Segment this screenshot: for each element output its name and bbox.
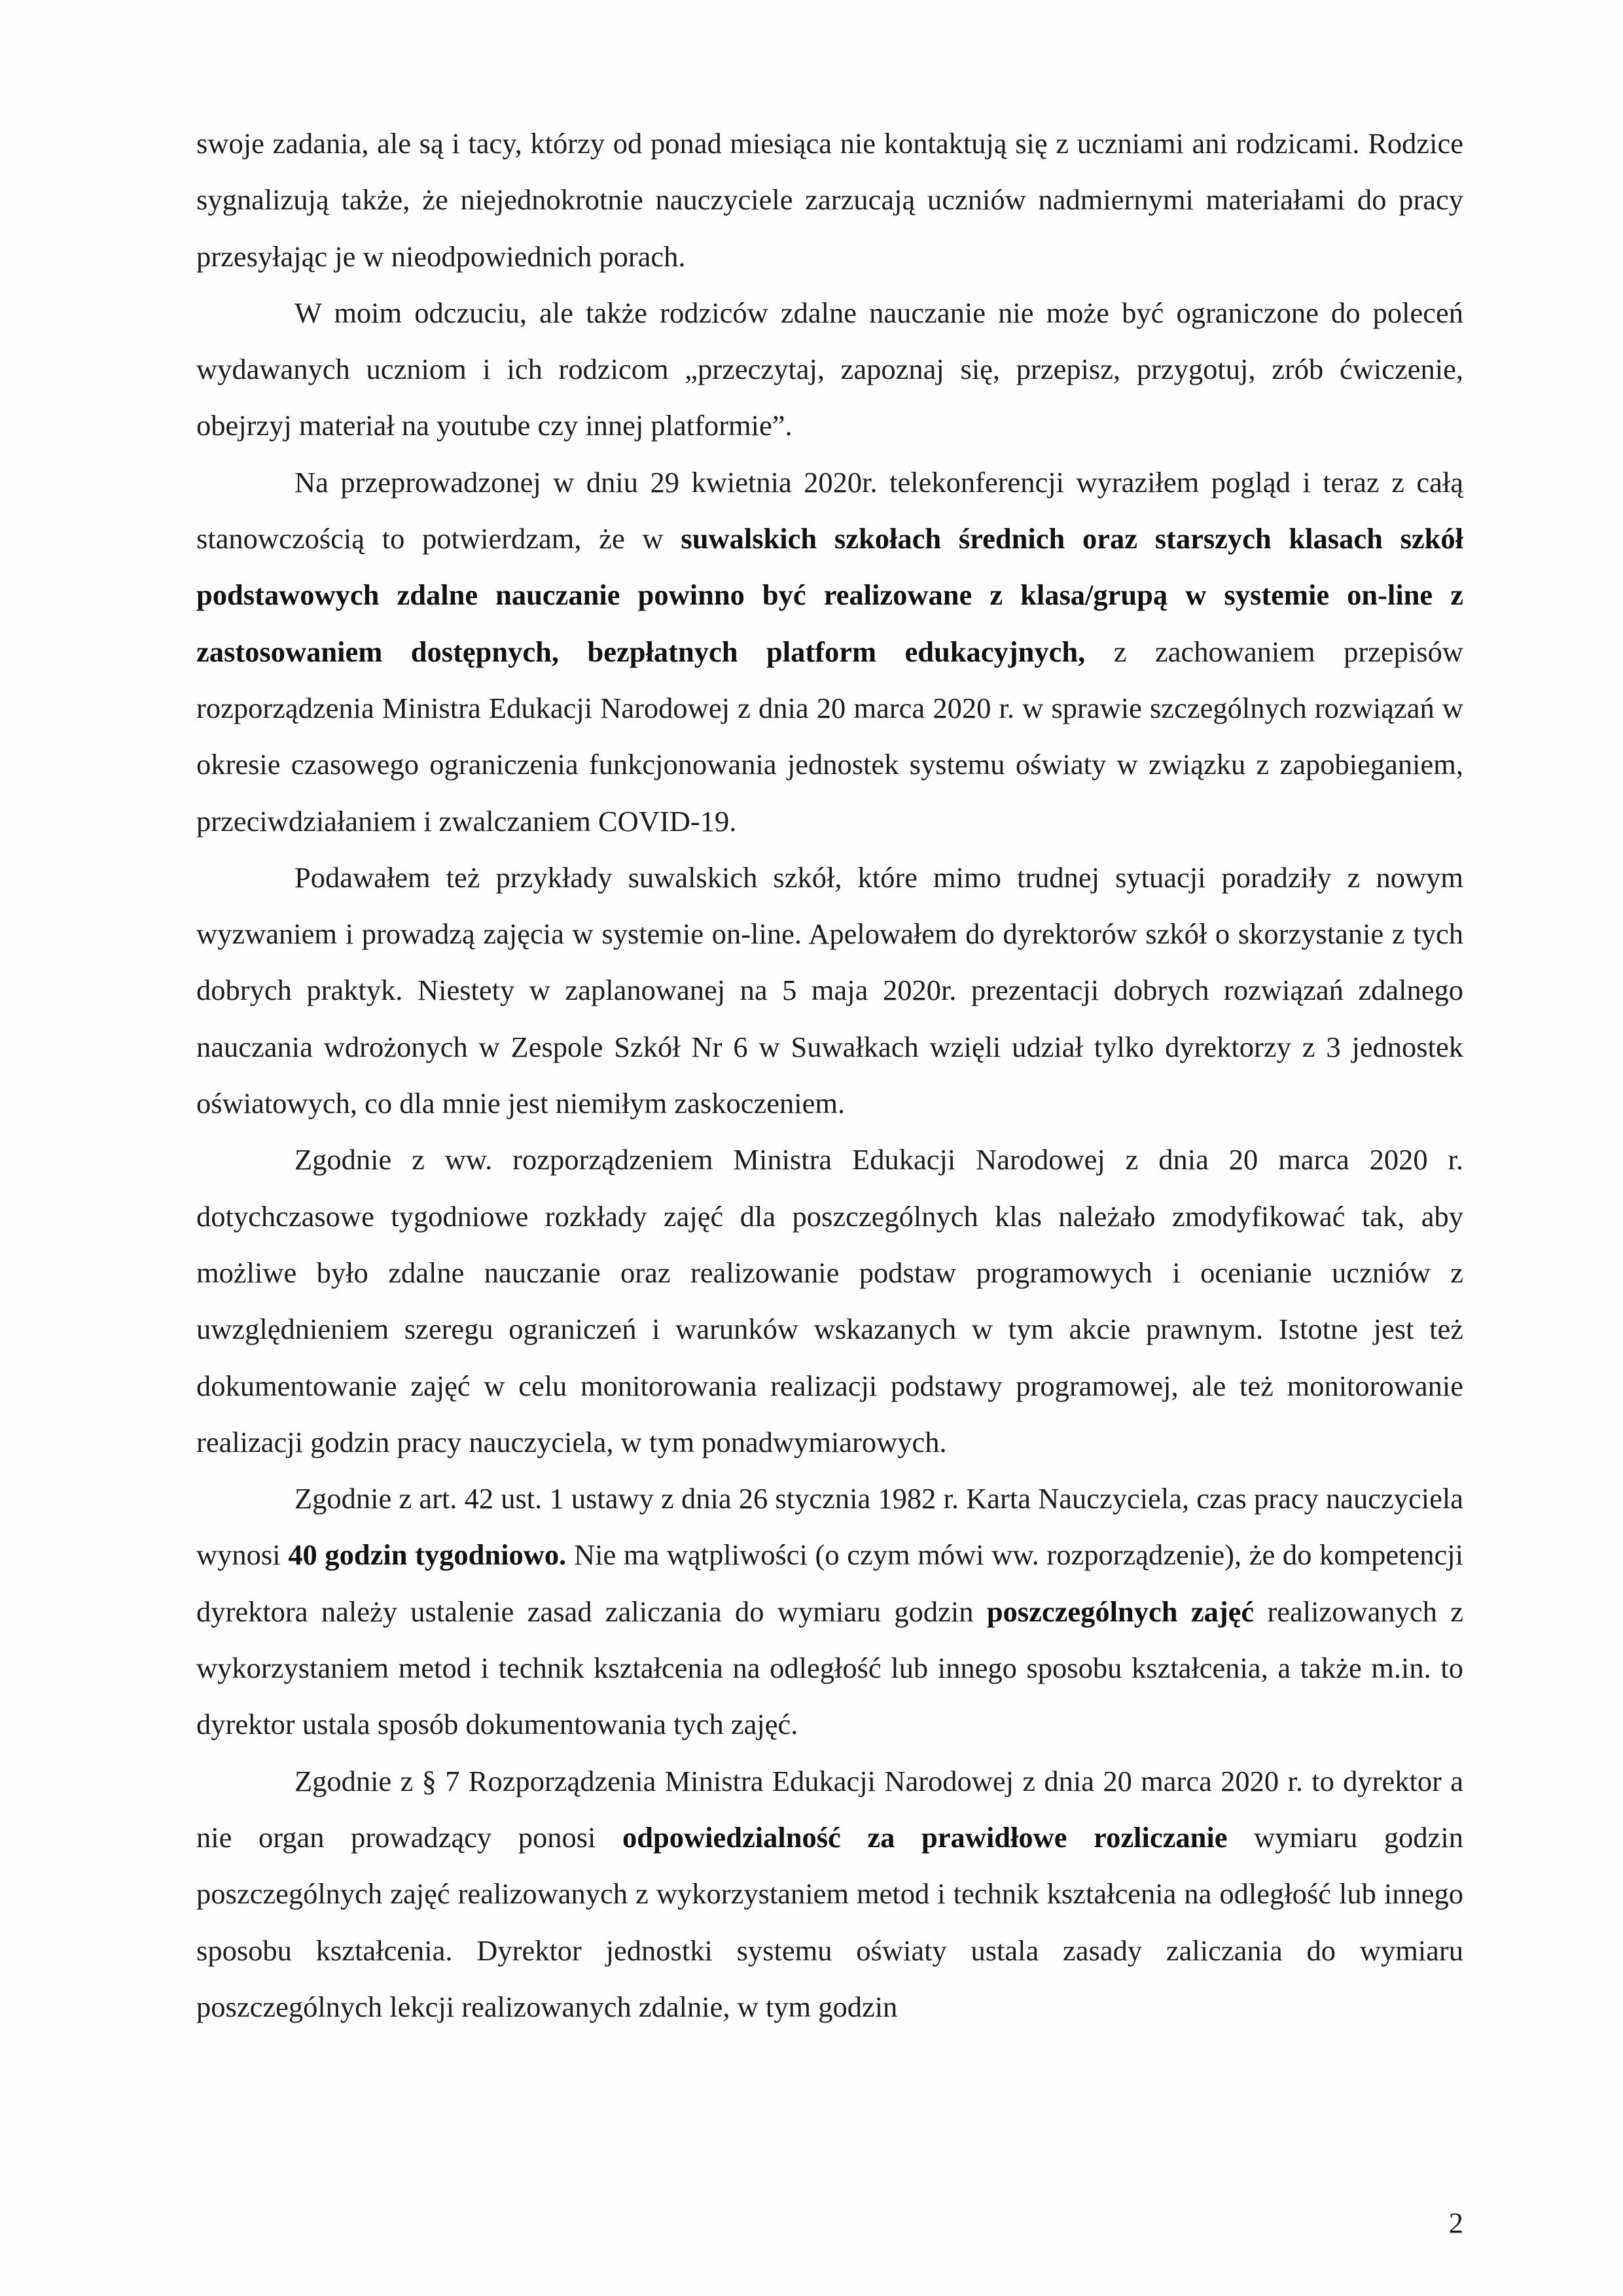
paragraph-3-text-end: z zachowaniem przepisów rozporządzenia Ministra Edukacji Narodowej z dnia 20 marca 2020 r. w sprawie szczególnych rozwiązań w okresie czasowego ograniczenia funkcjonowania jednostek systemu oświaty w związku z zapobieganiem, przeciwdziałaniem i zwalczaniem COVID-19. [196,635,1463,838]
paragraph-3-text-start: Na przeprowadzonej w dniu 29 kwietnia 2020r. telekonferencji wyraziłem pogląd i teraz z całą stanowczością to potwierdzam, że w [196,465,1463,556]
paragraph-5-text: Zgodnie z ww. rozporządzeniem Ministra Edukacji Narodowej z dnia 20 marca 2020 r. dotychczasowe tygodniowe rozkłady zajęć dla poszczególnych klas należało zmodyfikować tak, aby możliwe było zdalne nauczanie oraz realizowanie podstaw programowych i ocenianie uczniów z uwzględnieniem szeregu ograniczeń i warunków wskazanych w tym akcie prawnym. Istotne jest też dokumentowanie zajęć w celu monitorowania realizacji podstawy programowej, ale też monitorowanie realizacji godzin pracy nauczyciela, w tym ponadwymiarowych. [196,1143,1463,1458]
paragraph-4-text: Podawałem też przykłady suwalskich szkół, które mimo trudnej sytuacji poradziły z nowym wyzwaniem i prowadzą zajęcia w systemie on-line. Apelowałem do dyrektorów szkół o skorzystanie z tych dobrych praktyk. Niestety w zaplanowanej na 5 maja 2020r. prezentacji dobrych rozwiązań zdalnego nauczania wdrożonych w Zespole Szkół Nr 6 w Suwałkach wzięli udział tylko dyrektorzy z 3 jednostek oświatowych, co dla mnie jest niemiłym zaskoczeniem. [196,860,1463,1120]
paragraph-5 [196,1131,1463,1470]
paragraph-6-bold-hours: 40 godzin tygodniowo. [288,1538,567,1572]
paragraph-1-text: swoje zadania, ale są i tacy, którzy od ponad miesiąca nie kontaktują się z uczniami ani rodzicami. Rodzice sygnalizują także, że niejednokrotnie nauczyciele zarzucają uczniów nadmiernymi materiałami do pracy przesyłając je w nieodpowiednich porach. [196,127,1463,273]
paragraph-7-bold-responsibility: odpowiedzialność za prawidłowe rozliczanie [622,1820,1228,1854]
paragraph-7-text-end: wymiaru godzin poszczególnych zajęć realizowanych z wykorzystaniem metod i technik kształcenia na odległość lub innego sposobu kształcenia. Dyrektor jednostki systemu oświaty ustala zasady zaliczania do wymiaru poszczególnych lekcji realizowanych zdalnie, w tym godzin [196,1820,1463,2023]
paragraph-2-text: W moim odczuciu, ale także rodziców zdalne nauczanie nie może być ograniczone do poleceń wydawanych uczniom i ich rodzicom „przeczytaj, zapoznaj się, przepisz, przygotuj, zrób ćwiczenie, obejrzyj materiał na youtube czy innej platformie”. [196,296,1463,442]
paragraph-1 [196,115,1463,285]
paragraph-6-bold-classes: poszczególnych zajęć [986,1595,1255,1628]
paragraph-7-text-start: Zgodnie z § 7 Rozporządzenia Ministra Edukacji Narodowej z dnia 20 marca 2020 r. to dyrektor a nie organ prowadzący ponosi [196,1764,1463,1854]
paragraph-6-text-end: realizowanych z wykorzystaniem metod i technik kształcenia na odległość lub innego sposobu kształcenia, a także m.in. to dyrektor ustala sposób dokumentowania tych zajęć. [196,1595,1463,1741]
paragraph-6-text-middle: Nie ma wątpliwości (o czym mówi ww. rozporządzenie), że do kompetencji dyrektora należy ustalenie zasad zaliczania do wymiaru godzin [196,1538,1463,1628]
paragraph-6-text-start: Zgodnie z art. 42 ust. 1 ustawy z dnia 26 stycznia 1982 r. Karta Nauczyciela, czas pracy nauczyciela wynosi [196,1482,1463,1572]
paragraph-3-bold-statement: suwalskich szkołach średnich oraz starszych klasach szkół podstawowych zdalne nauczanie powinno być realizowane z klasa/grupą w systemie on-line z zastosowaniem dostępnych, bezpłatnych platform edukacyjnych, [196,522,1463,668]
paragraph-6 [196,1470,1463,1752]
paragraph-7 [196,1753,1463,2035]
paragraph-4 [196,849,1463,1131]
paragraph-3 [196,454,1463,849]
paragraph-2 [196,285,1463,454]
document-body [196,115,1463,2035]
page-number: 2 [1448,2206,1463,2239]
